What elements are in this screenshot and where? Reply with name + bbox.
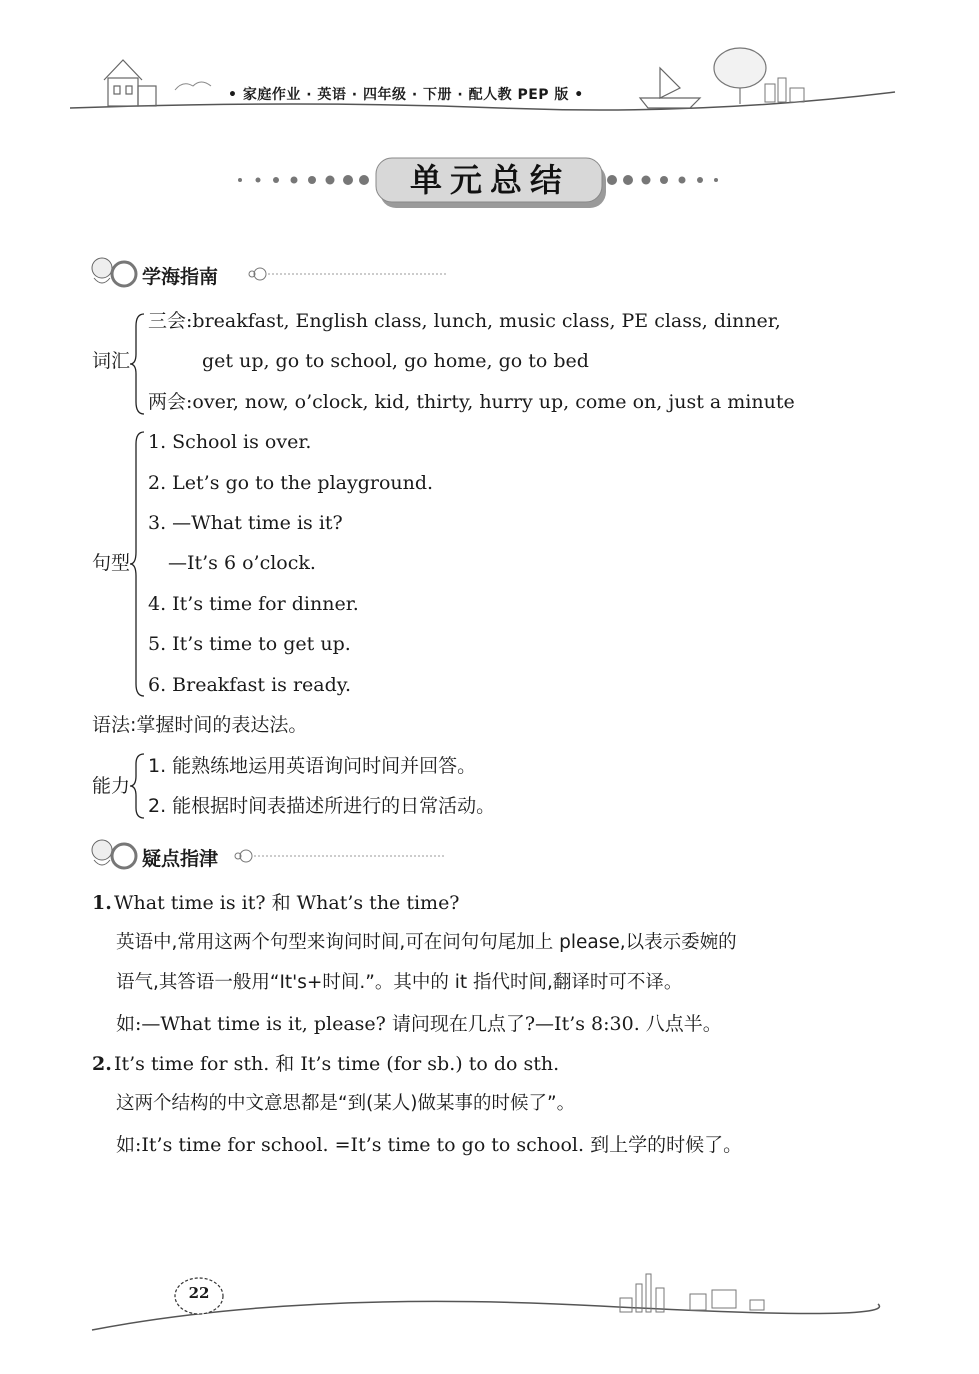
kid-mascot-icon [92,840,112,865]
sentence-label: 句型 [92,552,131,574]
sentence-6: 6. Breakfast is ready. [148,674,352,696]
house-icon [104,60,156,106]
sentence-brace [128,430,148,700]
header-decoration [0,0,979,130]
vocab-brace [128,312,148,416]
tree-icon [714,48,766,104]
sentence-4: 4. It’s time for dinner. [148,593,359,615]
vocab-line-1: 三会:breakfast, English class, lunch, music class, PE class, dinner, [148,310,781,332]
sentence-1: 1. School is over. [148,431,312,453]
ability-1: 1. 能熟练地运用英语询问时间并回答。 [148,755,477,777]
ability-label: 能力 [92,775,131,797]
ability-brace [128,752,148,820]
item2-number: 2. [92,1053,112,1075]
footer-decoration [0,1260,979,1340]
section1-title: 学海指南 [142,266,219,288]
ability-2: 2. 能根据时间表描述所进行的日常活动。 [148,795,496,817]
item2-heading: It’s time for sth. 和 It’s time (for sb.) to do sth. [114,1053,560,1075]
item2-line-2: 如:It’s time for school. =It’s time to go to school. 到上学的时候了。 [116,1134,743,1156]
vocab-label: 词汇 [92,350,131,372]
city-skyline-icon [620,1274,764,1312]
sentence-3-answer: —It’s 6 o’clock. [168,552,316,574]
section2-title: 疑点指津 [142,848,219,870]
item1-line-1: 英语中,常用这两个句型来询问时间,可在问句句尾加上 please,以表示委婉的 [116,932,737,953]
item1-heading: What time is it? 和 What’s the time? [114,892,460,914]
sentence-2: 2. Let’s go to the playground. [148,472,434,494]
page-number: 22 [188,1284,210,1302]
item2-line-1: 这两个结构的中文意思都是“到(某人)做某事的时候了”。 [116,1093,576,1114]
city-icon [765,78,804,102]
grammar-line: 语法:掌握时间的表达法。 [92,714,308,736]
vocab-line-2: get up, go to school, go home, go to bed [202,350,589,372]
cloud-icon [175,82,211,90]
sentence-5: 5. It’s time to get up. [148,633,351,655]
sentence-3: 3. —What time is it? [148,512,343,534]
page-title: 单元总结 [409,161,570,199]
item1-line-2: 语气,其答语一般用“It's+时间.”。其中的 it 指代时间,翻译时可不译。 [116,972,683,993]
header-title: • 家庭作业 · 英语 · 四年级 · 下册 · 配人教 PEP 版 • [228,87,584,103]
vocab-line-3: 两会:over, now, o’clock, kid, thirty, hurry up, come on, just a minute [148,391,795,413]
boat-icon [640,68,700,108]
item1-line-3: 如:—What time is it, please? 请问现在几点了?—It’s 8:30. 八点半。 [116,1013,722,1035]
kid-mascot-icon [92,258,112,283]
item1-number: 1. [92,892,112,914]
